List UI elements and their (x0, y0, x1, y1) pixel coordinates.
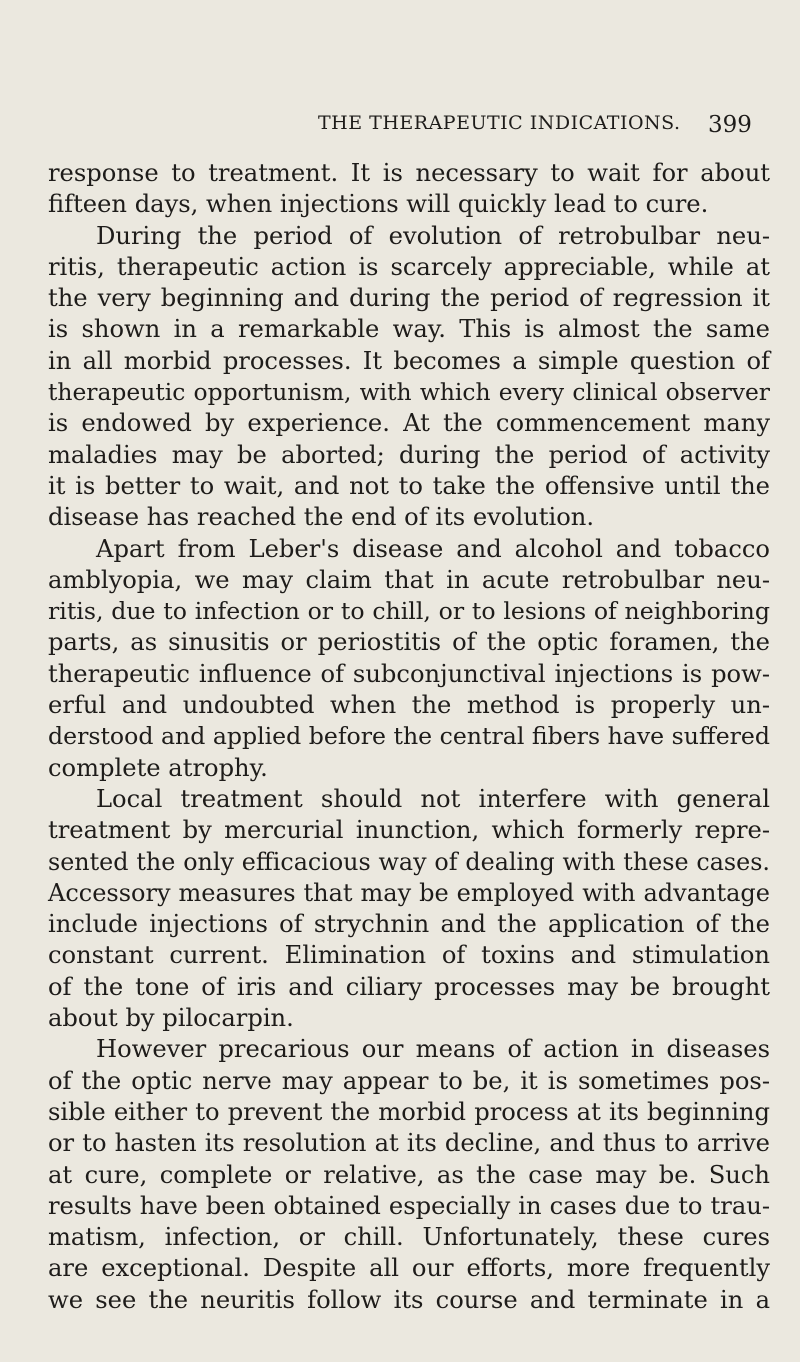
text-line: ritis, therapeutic action is scarcely appreciable, while at (48, 252, 770, 281)
text-line: is shown in a remarkable way. This is almost the same (48, 315, 770, 344)
text-line: parts, as sinusitis or periostitis of the optic foramen, the (48, 628, 770, 657)
text-line: Apart from Leber's disease and alcohol and tobacco (96, 534, 770, 563)
text-line: or to hasten its resolution at its decline, and thus to arrive (48, 1129, 770, 1158)
text-line: amblyopia, we may claim that in acute retrobulbar neu- (48, 565, 770, 594)
text-line: sible either to prevent the morbid process at its beginning (48, 1097, 770, 1126)
text-line: of the tone of iris and ciliary processes may be brought (48, 972, 770, 1001)
running-head: THE THERAPEUTIC INDICATIONS. (318, 112, 681, 134)
text-line: results have been obtained especially in cases due to trau- (48, 1191, 770, 1220)
text-line: of the optic nerve may appear to be, it is sometimes pos- (48, 1066, 770, 1095)
text-line: about by pilocarpin. (48, 1004, 294, 1033)
page-number: 399 (708, 112, 752, 138)
text-line: However precarious our means of action in diseases (96, 1035, 770, 1064)
text-line: maladies may be aborted; during the period of activity (48, 440, 770, 469)
text-line: therapeutic influence of subconjunctival injections is pow- (48, 659, 770, 688)
text-line: at cure, complete or relative, as the case may be. Such (48, 1160, 770, 1189)
text-line: erful and undoubted when the method is properly un- (48, 691, 770, 720)
text-line: in all morbid processes. It becomes a simple question of (48, 346, 770, 375)
text-line: are exceptional. Despite all our efforts, more frequently (48, 1254, 770, 1283)
text-line: sented the only efficacious way of dealing with these cases. (48, 847, 770, 876)
text-line: complete atrophy. (48, 753, 268, 782)
text-line: ritis, due to infection or to chill, or to lesions of neighboring (48, 597, 770, 626)
text-line: constant current. Elimination of toxins and stimulation (48, 941, 770, 970)
text-line: matism, infection, or chill. Unfortunately, these cures (48, 1223, 770, 1252)
text-line: disease has reached the end of its evolution. (48, 503, 595, 532)
text-line: treatment by mercurial inunction, which formerly repre- (48, 816, 770, 845)
text-line: Local treatment should not interfere with general (96, 784, 770, 813)
text-line: therapeutic opportunism, with which every clinical observer (48, 378, 770, 407)
text-line: is endowed by experience. At the commencement many (48, 409, 770, 438)
text-line: response to treatment. It is necessary to wait for about (48, 159, 770, 187)
body-text (48, 158, 770, 1316)
text-line: derstood and applied before the central fibers have suffered (48, 722, 770, 751)
text-line: Accessory measures that may be employed with advantage (48, 878, 770, 907)
text-line: it is better to wait, and not to take the offensive until the (48, 471, 770, 500)
text-line: During the period of evolution of retrobulbar neu- (96, 221, 770, 250)
text-line: include injections of strychnin and the application of the (48, 910, 770, 939)
text-line: the very beginning and during the period of regression it (48, 284, 770, 313)
text-line: fifteen days, when injections will quickly lead to cure. (48, 190, 709, 219)
text-line: we see the neuritis follow its course and terminate in a (48, 1285, 770, 1314)
